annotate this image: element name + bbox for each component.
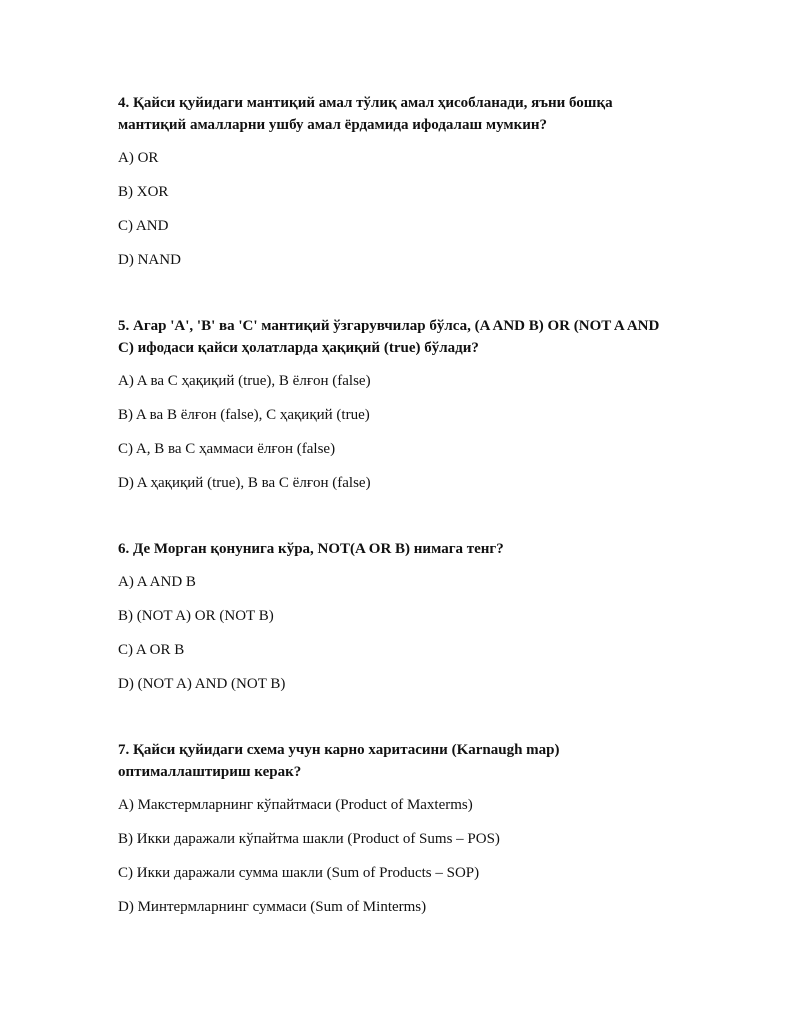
option-a: A) A AND B [118,574,196,590]
option-c: C) AND [118,218,169,234]
option-b: B) (NOT A) OR (NOT B) [118,608,274,624]
spacer [118,506,678,538]
option-d: D) A ҳақиқий (true), B ва C ёлғон (false) [118,475,371,491]
question-text: 4. Қайси қуйидаги мантиқий амал тўлиқ амал ҳисобланади, яъни бошқа мантиқий амалларни ушбу амал ёрдамида ифодалаш мумкин? [118,95,613,133]
option-b: B) A ва B ёлғон (false), C ҳақиқий (true) [118,407,370,423]
question-text: 5. Агар 'A', 'B' ва 'C' мантиқий ўзгарувчилар бўлса, (A AND B) OR (NOT A AND C) ифодаси қайси ҳолатларда ҳақиқий (true) бўлади? [118,318,660,356]
document-page [118,92,678,930]
option-a: A) Макстермларнинг кўпайтмаси (Product of Maxterms) [118,797,473,813]
spacer [118,707,678,739]
question-5 [118,315,678,494]
question-text: 6. Де Морган қонунига кўра, NOT(A OR B) нимага тенг? [118,541,504,557]
option-d: D) NAND [118,252,181,268]
option-b: B) Икки даражали кўпайтма шакли (Product of Sums – POS) [118,831,500,847]
question-text: 7. Қайси қуйидаги схема учун карно харитасини (Karnaugh map) оптималлаштириш керак? [118,742,560,780]
option-c: C) Икки даражали сумма шакли (Sum of Products – SOP) [118,865,480,881]
option-c: C) A OR B [118,642,185,658]
option-d: D) (NOT A) AND (NOT B) [118,676,286,692]
option-b: B) XOR [118,184,169,200]
option-c: C) A, B ва C ҳаммаси ёлғон (false) [118,441,336,457]
option-a: A) A ва C ҳақиқий (true), B ёлғон (false) [118,373,371,389]
spacer [118,283,678,315]
question-7 [118,739,678,918]
question-4 [118,92,678,271]
option-a: A) OR [118,150,159,166]
question-6 [118,538,678,695]
option-d: D) Минтермларнинг суммаси (Sum of Minterms) [118,899,427,915]
